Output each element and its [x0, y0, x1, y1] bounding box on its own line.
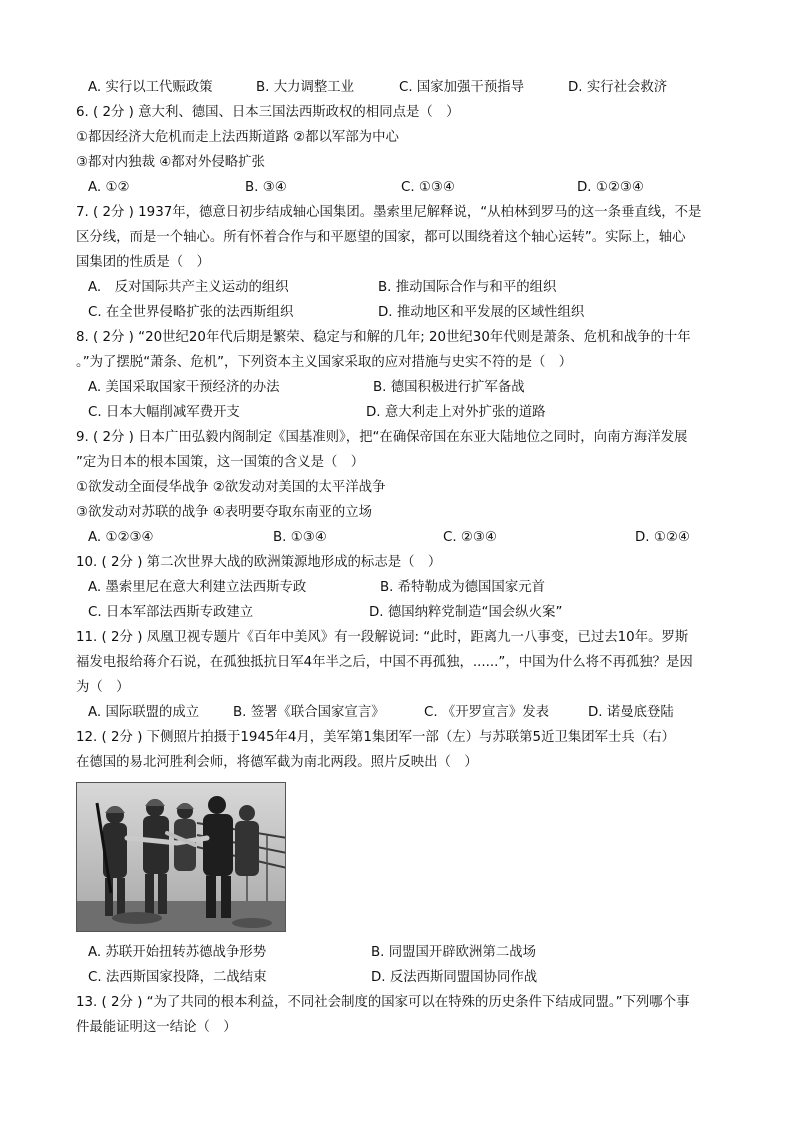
q10-option-a[interactable]: A. 墨索里尼在意大利建立法西斯专政	[88, 580, 307, 595]
elbe-meeting-photo	[76, 782, 286, 932]
q7-option-a[interactable]: A. 反对国际共产主义运动的组织	[88, 280, 289, 295]
q6-stem: 6. ( 2分 ) 意大利、德国、日本三国法西斯政权的相同点是（ ）	[76, 105, 460, 120]
q10-option-b[interactable]: B. 希特勒成为德国国家元首	[380, 580, 545, 595]
q6-items-1: ①都因经济大危机而走上法西斯道路 ②都以军部为中心	[76, 130, 399, 145]
q11-stem-line-1: 11. ( 2分 ) 凤凰卫视专题片《百年中美风》有一段解说词: “此时，距离九一八事变，已过去10年。罗斯	[76, 630, 689, 645]
q6-option-d[interactable]: D. ①②③④	[577, 180, 644, 195]
q11-option-a[interactable]: A. 国际联盟的成立	[88, 705, 200, 720]
q10-stem: 10. ( 2分 ) 第二次世界大战的欧洲策源地形成的标志是（ ）	[76, 555, 442, 570]
q9-option-d[interactable]: D. ①②④	[635, 530, 690, 545]
q11-option-b[interactable]: B. 签署《联合国家宣言》	[233, 705, 385, 720]
q8-option-a[interactable]: A. 美国采取国家干预经济的办法	[88, 380, 280, 395]
q7-stem-line-3: 国集团的性质是（ ）	[76, 255, 210, 270]
q9-option-c[interactable]: C. ②③④	[443, 530, 497, 545]
q7-option-b[interactable]: B. 推动国际合作与和平的组织	[378, 280, 557, 295]
q8-option-b[interactable]: B. 德国积极进行扩军备战	[373, 380, 525, 395]
q9-items-2: ③欲发动对苏联的战争 ④表明要夺取东南亚的立场	[76, 505, 373, 520]
q7-option-d[interactable]: D. 推动地区和平发展的区域性组织	[378, 305, 585, 320]
q5-option-d[interactable]: D. 实行社会救济	[568, 80, 668, 95]
q12-option-c[interactable]: C. 法西斯国家投降，二战结束	[88, 970, 267, 985]
q6-option-a[interactable]: A. ①②	[88, 180, 130, 195]
q6-option-b[interactable]: B. ③④	[245, 180, 287, 195]
q11-stem-line-2: 福发电报给蒋介石说，在孤独抵抗日军4年半之后，中国不再孤独，......”，中国为什么将不再孤独？是因	[76, 655, 693, 670]
q8-stem-line-1: 8. ( 2分 ) “20世纪20年代后期是繁荣、稳定与和解的几年; 20世纪30年代则是萧条、危机和战争的十年	[76, 330, 691, 345]
q8-option-d[interactable]: D. 意大利走上对外扩张的道路	[366, 405, 546, 420]
q11-stem-line-3: 为（ ）	[76, 680, 130, 695]
q13-stem-line-1: 13. ( 2分 ) “为了共同的根本利益，不同社会制度的国家可以在特殊的历史条件下结成同盟。”下列哪个事	[76, 995, 690, 1010]
q7-option-c[interactable]: C. 在全世界侵略扩张的法西斯组织	[88, 305, 294, 320]
q5-option-a[interactable]: A. 实行以工代赈政策	[88, 80, 213, 95]
q6-items-2: ③都对内独裁 ④都对外侵略扩张	[76, 155, 265, 170]
q9-items-1: ①欲发动全面侵华战争 ②欲发动对美国的太平洋战争	[76, 480, 386, 495]
q9-stem-line-2: ”定为日本的根本国策，这一国策的含义是（ ）	[76, 455, 365, 470]
q10-option-d[interactable]: D. 德国纳粹党制造“国会纵火案”	[369, 605, 563, 620]
q5-option-b[interactable]: B. 大力调整工业	[256, 80, 355, 95]
q7-stem-line-1: 7. ( 2分 ) 1937年，德意日初步结成轴心国集团。墨索里尼解释说，“从柏林到罗马的这一条垂直线，不是	[76, 205, 702, 220]
q12-option-b[interactable]: B. 同盟国开辟欧洲第二战场	[371, 945, 536, 960]
q9-option-b[interactable]: B. ①③④	[273, 530, 327, 545]
q12-option-d[interactable]: D. 反法西斯同盟国协同作战	[371, 970, 538, 985]
q6-option-c[interactable]: C. ①③④	[401, 180, 455, 195]
q11-option-c[interactable]: C. 《开罗宣言》发表	[424, 705, 549, 720]
q7-stem-line-2: 区分线，而是一个轴心。所有怀着合作与和平愿望的国家，都可以围绕着这个轴心运转”。实际上，轴心	[76, 230, 686, 245]
q8-stem-line-2: 。”为了摆脱“萧条、危机”，下列资本主义国家采取的应对措施与史实不符的是（ ）	[76, 355, 573, 370]
photo-illustration	[77, 783, 286, 932]
q9-stem-line-1: 9. ( 2分 ) 日本广田弘毅内阁制定《国基准则》，把“在确保帝国在东亚大陆地位之同时，向南方海洋发展	[76, 430, 688, 445]
q11-option-d[interactable]: D. 诺曼底登陆	[588, 705, 674, 720]
q13-stem-line-2: 件最能证明这一结论（ ）	[76, 1020, 237, 1035]
q8-option-c[interactable]: C. 日本大幅削减军费开支	[88, 405, 240, 420]
q12-stem-line-1: 12. ( 2分 ) 下侧照片拍摄于1945年4月，美军第1集团军一部（左）与苏联第5近卫集团军士兵（右）	[76, 730, 675, 745]
q12-option-a[interactable]: A. 苏联开始扭转苏德战争形势	[88, 945, 267, 960]
q9-option-a[interactable]: A. ①②③④	[88, 530, 154, 545]
q5-option-c[interactable]: C. 国家加强干预指导	[399, 80, 524, 95]
q10-option-c[interactable]: C. 日本军部法西斯专政建立	[88, 605, 254, 620]
q12-stem-line-2: 在德国的易北河胜利会师，将德军截为南北两段。照片反映出（ ）	[76, 755, 478, 770]
